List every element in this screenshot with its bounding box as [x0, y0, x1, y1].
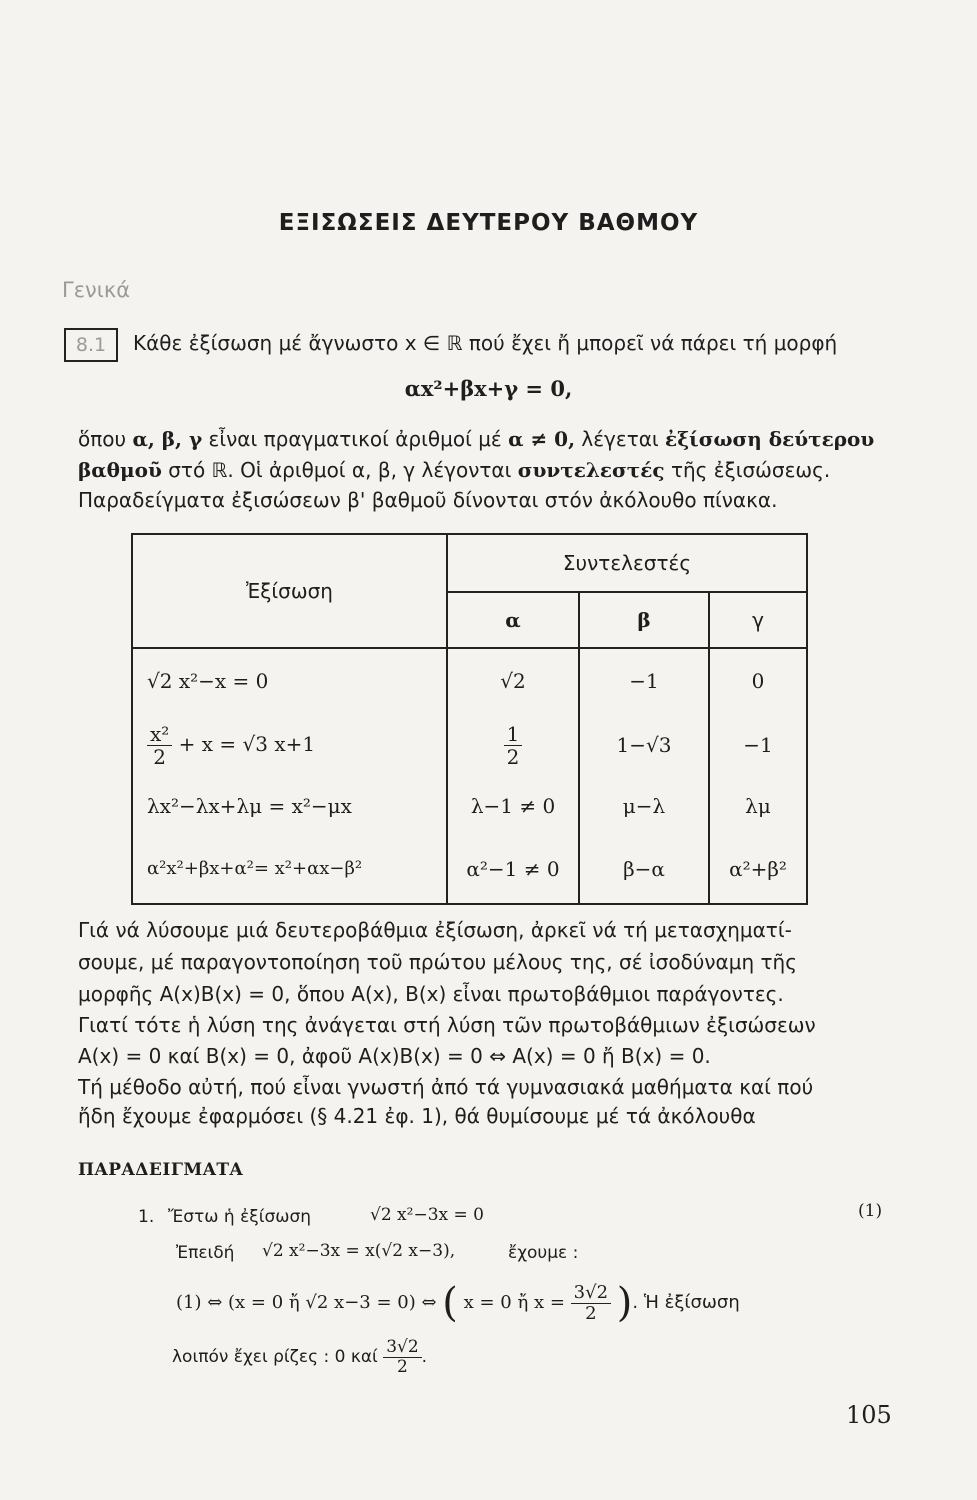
- equation-rest: + x = √3 x+1: [172, 731, 316, 756]
- intro-line-3: [78, 458, 830, 482]
- text: εἶναι πραγματικοί ἀριθμοί μέ: [202, 427, 509, 451]
- fraction: [571, 1283, 611, 1324]
- body-line-5: A(x) = 0 καί B(x) = 0, ἀφοῦ A(x)B(x) = 0 ⇔ A(x) = 0 ἤ B(x) = 0.: [78, 1044, 711, 1068]
- cell-c: −1: [709, 712, 807, 778]
- cell-b: −1: [579, 648, 709, 712]
- example-equation-2: √2 x²−3x = x(√2 x−3),: [262, 1241, 456, 1261]
- text: τῆς ἐξισώσεως.: [664, 458, 831, 482]
- equivalence-chain: (1) ⇔ (x = 0 ἤ √2 x−3 = 0) ⇔: [176, 1292, 437, 1313]
- denominator: 2: [153, 744, 167, 769]
- equation-label: (1): [858, 1201, 883, 1221]
- body-line-6: Τή μέθοδο αὐτή, πού εἶναι γνωστή ἀπό τά γυμνασιακά μαθήματα καί πού: [78, 1075, 814, 1099]
- text: ὅπου: [78, 427, 133, 451]
- cell-a: α²−1 ≠ 0: [447, 834, 579, 904]
- example-equivalence-line: [176, 1280, 740, 1326]
- example-number: 1.: [138, 1207, 155, 1227]
- intro-line-4: Παραδείγματα ἐξισώσεων β' βαθμοῦ δίνονται στόν ἀκόλουθο πίνακα.: [78, 488, 778, 512]
- body-line-1: Γιά νά λύσουμε μιά δευτεροβάθμια ἐξίσωση, ἀρκεῖ νά τή μετασχηματί-: [78, 918, 792, 942]
- examples-heading: ΠΑΡΑΔΕΙΓΜΑΤΑ: [78, 1160, 244, 1180]
- roots-text: λοιπόν ἔχει ρίζες : 0 καί: [172, 1347, 378, 1368]
- intro-line-1: Κάθε ἐξίσωση μέ ἄγνωστο x ∈ ℝ πού ἔχει ἤ μπορεῖ νά πάρει τή μορφή: [133, 331, 838, 355]
- header-coefficients: Συντελεστές: [447, 534, 807, 592]
- header-equation: Ἐξίσωση: [132, 534, 447, 648]
- example-equation-1: √2 x²−3x = 0: [370, 1205, 484, 1225]
- text: λέγεται: [575, 427, 666, 451]
- fraction: [383, 1338, 421, 1376]
- denominator: 2: [397, 1356, 408, 1377]
- intro-formula: αx²+βx+γ = 0,: [404, 376, 573, 401]
- table-row: [132, 648, 807, 712]
- numerator: 1: [504, 723, 523, 746]
- term-definition: βαθμοῦ: [78, 458, 162, 482]
- cell-b: β−α: [579, 834, 709, 904]
- cell-a: λ−1 ≠ 0: [447, 778, 579, 834]
- coefficients-table: [131, 533, 808, 905]
- example-text-2b: ἔχουμε :: [508, 1243, 579, 1263]
- example-text-2: Ἐπειδή: [176, 1243, 235, 1263]
- coefficients-symbols: α, β, γ: [132, 427, 203, 451]
- example-roots-line: [172, 1338, 427, 1376]
- paren-right: ): [616, 1280, 633, 1326]
- body-line-4: Γιατί τότε ἡ λύση της ἀνάγεται στή λύση τῶν πρωτοβάθμιων ἐξισώσεων: [78, 1013, 816, 1037]
- table-row: [132, 834, 807, 904]
- body-line-7: ἤδη ἔχουμε ἐφαρμόσει (§ 4.21 ἐφ. 1), θά θυμίσουμε μέ τά ἀκόλουθα: [78, 1104, 756, 1128]
- fraction: [504, 723, 523, 768]
- page-title: ΕΞΙΣΩΣΕΙΣ ΔΕΥΤΕΡΟΥ ΒΑΘΜΟΥ: [278, 210, 699, 236]
- numerator: x²: [147, 723, 172, 746]
- denominator: 2: [585, 1302, 597, 1324]
- numerator: 3√2: [383, 1338, 421, 1358]
- term-definition: ἐξίσωση δεύτερου: [665, 427, 875, 451]
- condition: α ≠ 0,: [508, 427, 576, 451]
- cell-a: [447, 712, 579, 778]
- cell-c: α²+β²: [709, 834, 807, 904]
- cell-a: √2: [447, 648, 579, 712]
- cell-c: 0: [709, 648, 807, 712]
- section-heading: Γενικά: [62, 278, 131, 302]
- table-row: [132, 712, 807, 778]
- cell-b: 1−√3: [579, 712, 709, 778]
- period: .: [421, 1347, 428, 1368]
- cell-c: λμ: [709, 778, 807, 834]
- body-line-3: μορφῆς A(x)B(x) = 0, ὅπου A(x), B(x) εἶναι πρωτοβάθμιοι παράγοντες.: [78, 982, 784, 1006]
- paragraph-number-box: 8.1: [64, 328, 118, 362]
- text: στό ℝ. Οἱ ἀριθμοί α, β, γ λέγονται: [161, 458, 518, 482]
- trailing-text: . Ἡ ἐξίσωση: [632, 1292, 740, 1313]
- body-line-2: σουμε, μέ παραγοντοποίηση τοῦ πρώτου μέλους της, σέ ἰσοδύναμη τῆς: [78, 950, 797, 974]
- term-coefficients: συντελεστές: [517, 458, 665, 482]
- cell-equation: α²x²+βx+α²= x²+αx−β²: [132, 834, 447, 904]
- table-row: [132, 778, 807, 834]
- paren-left: (: [442, 1280, 458, 1326]
- header-col-b: β: [579, 592, 709, 648]
- header-col-c: γ: [709, 592, 807, 648]
- cell-equation: λx²−λx+λμ = x²−μx: [132, 778, 447, 834]
- numerator: 3√2: [571, 1283, 611, 1304]
- intro-line-2: [78, 427, 874, 451]
- cell-equation: [132, 712, 447, 778]
- header-col-a: α: [447, 592, 579, 648]
- page-number: 105: [846, 1401, 892, 1429]
- cell-equation: √2 x²−x = 0: [132, 648, 447, 712]
- fraction: [147, 723, 172, 768]
- solutions: x = 0 ἤ x =: [463, 1292, 565, 1313]
- cell-b: μ−λ: [579, 778, 709, 834]
- denominator: 2: [506, 744, 520, 769]
- example-text-1: Ἔστω ἡ ἐξίσωση: [168, 1207, 312, 1227]
